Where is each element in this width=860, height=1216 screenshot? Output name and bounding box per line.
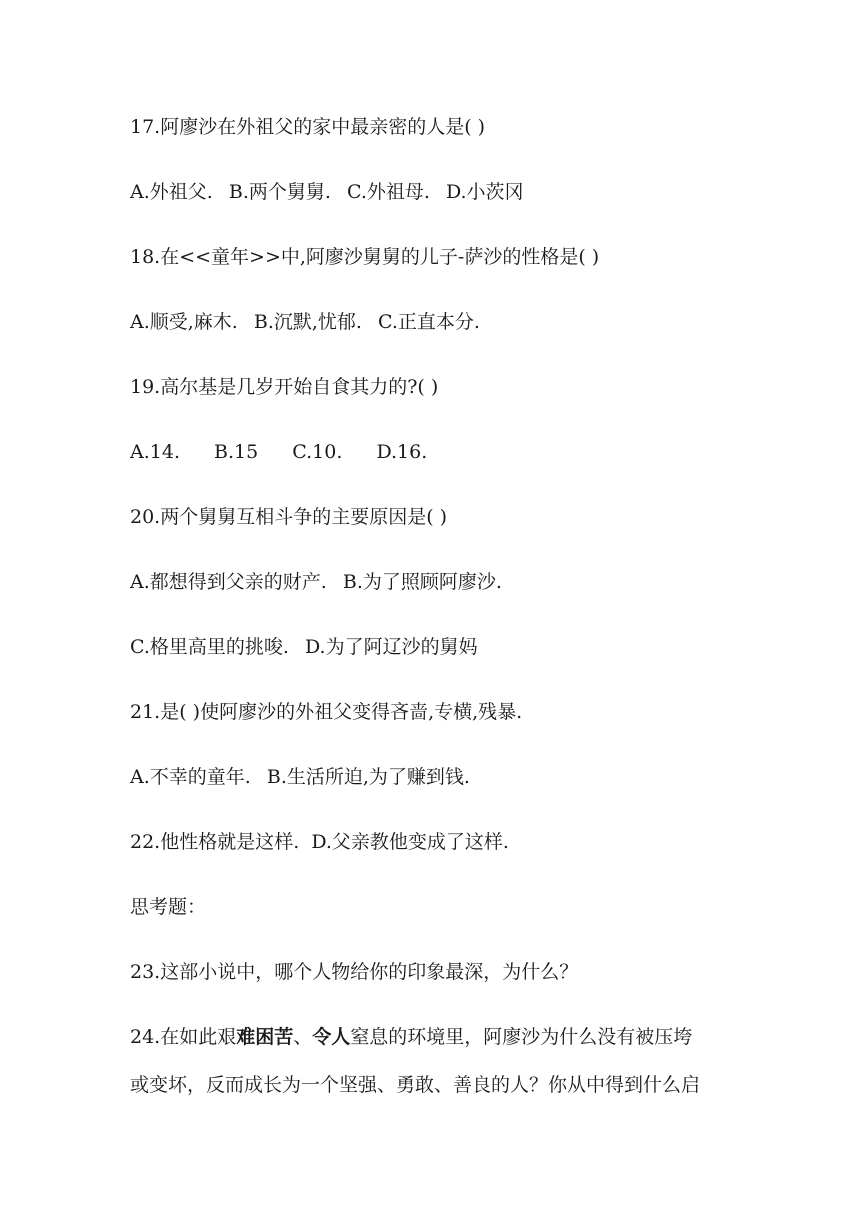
- question-22: 22.他性格就是这样. D.父亲教他变成了这样.: [130, 831, 509, 853]
- option-17-d: D.小茨冈: [445, 181, 524, 203]
- question-20: 20.两个舅舅互相斗争的主要原因是( ): [130, 506, 448, 528]
- question-24-part3: 窒息的环境里，阿廖沙为什么没有被压垮: [350, 1026, 693, 1048]
- option-20-c: C.格里高里的挑唆.: [130, 636, 289, 658]
- question-18: 18.在<<童年>>中,阿廖沙舅舅的儿子-萨沙的性格是( ): [130, 246, 600, 268]
- option-17-b: B.两个舅舅.: [228, 181, 331, 203]
- option-18-a: A.顺受,麻木.: [130, 311, 238, 333]
- options-20-line1: [130, 567, 502, 597]
- question-17: 17.阿廖沙在外祖父的家中最亲密的人是( ): [130, 116, 486, 138]
- option-17-c: C.外祖母.: [346, 181, 430, 203]
- option-20-d: D.为了阿辽沙的舅妈: [305, 636, 478, 658]
- option-19-a: A.14.: [130, 441, 180, 463]
- option-20-a: A.都想得到父亲的财产.: [130, 571, 327, 593]
- question-24-part2: 、: [293, 1026, 313, 1048]
- option-18-b: B.沉默,忧郁.: [253, 311, 362, 333]
- section-heading: 思考题：: [130, 896, 207, 918]
- option-21-a: A.不幸的童年.: [130, 766, 251, 788]
- option-21-b: B.生活所迫,为了赚到钱.: [266, 766, 470, 788]
- options-18: [130, 307, 480, 337]
- option-19-c: C.10.: [292, 441, 343, 463]
- option-19-d: D.16.: [376, 441, 428, 463]
- question-24-bold2: 令人: [312, 1026, 351, 1048]
- question-24-line1: [130, 1022, 692, 1052]
- option-20-b: B.为了照顾阿廖沙.: [342, 571, 502, 593]
- question-19: 19.高尔基是几岁开始自食其力的?( ): [130, 376, 439, 398]
- question-21: 21.是( )使阿廖沙的外祖父变得吝啬,专横,残暴.: [130, 701, 523, 723]
- options-17: [130, 177, 524, 207]
- question-24-part1: 24.在如此艰: [130, 1026, 237, 1048]
- options-20-line2: [130, 632, 478, 662]
- options-21: [130, 762, 470, 792]
- question-24-line2: 或变坏，反而成长为一个坚强、勇敢、善良的人？你从中得到什么启: [130, 1074, 701, 1096]
- option-19-b: B.15: [214, 441, 259, 463]
- options-19: [130, 437, 427, 467]
- question-24-bold1: 难困苦: [236, 1026, 294, 1048]
- option-18-c: C.正直本分.: [378, 311, 480, 333]
- option-17-a: A.外祖父.: [130, 181, 213, 203]
- question-23: 23.这部小说中，哪个人物给你的印象最深，为什么？: [130, 961, 579, 983]
